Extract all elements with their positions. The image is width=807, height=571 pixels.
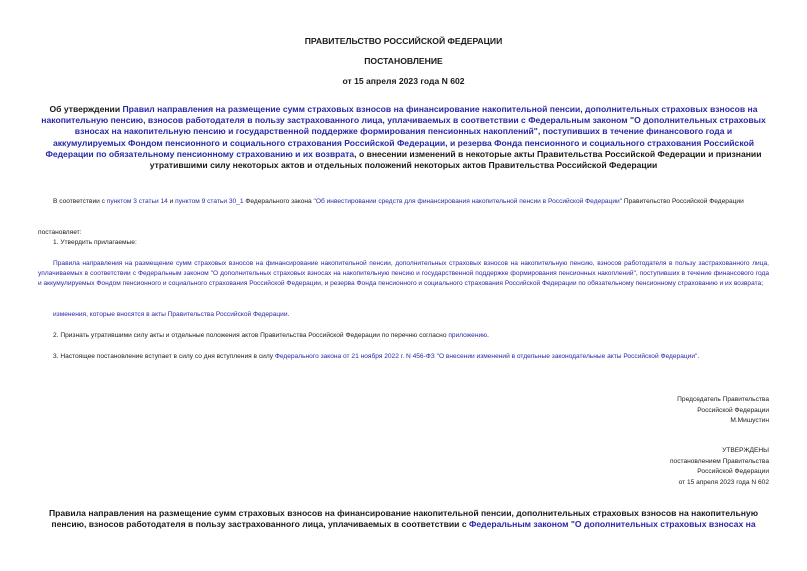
preamble-text: и [167, 198, 176, 205]
link-article-30-1[interactable]: пунктом 9 статьи 30_1 [175, 198, 244, 205]
decrees-word: постановляет: [38, 229, 82, 236]
document-type: ПОСТАНОВЛЕНИЕ [364, 56, 443, 66]
government-name: ПРАВИТЕЛЬСТВО РОССИЙСКОЙ ФЕДЕРАЦИИ [304, 36, 503, 46]
item-3-text: 3. Настоящее постановление вступает в силу со дня вступления в силу [53, 353, 275, 360]
item-3 [53, 352, 699, 362]
item-3-tail: . [697, 353, 700, 360]
signature-position: Председатель Правительства [677, 396, 769, 403]
approval-title: УТВЕРЖДЕНЫ [722, 447, 769, 454]
approval-block [670, 446, 769, 488]
link-article-14[interactable]: пунктом 3 статьи 14 [106, 198, 168, 205]
signature-body: Российской Федерации [697, 406, 769, 414]
appendix-link[interactable]: приложению [448, 332, 488, 339]
changes-item [53, 310, 289, 320]
preamble-text: Правительство Российской Федерации [622, 198, 744, 205]
document-date-number: от 15 апреля 2023 года N 602 [342, 76, 465, 86]
rules-heading-text: Правила направления на размещение сумм страховых взносов на финансирование накопительной пенсии, дополнительных страховых взносов на накопительную пенсию, взносов работодателя в пользу застрахованного лица, уплачиваемых в соответствии с [48, 508, 759, 530]
rules-item [38, 259, 769, 288]
approval-body: Российской Федерации [697, 468, 769, 476]
item-2-text: 2. Признать утратившими силу акты и отдельные положения актов Правительства Российской Федерации по перечню согласно [53, 332, 449, 339]
changes-tail: . [287, 311, 290, 318]
preamble-text: Федерального закона [243, 198, 314, 205]
title-prefix: Об утверждении [49, 104, 123, 114]
title-rules-link[interactable]: Правил направления на размещение сумм страховых взносов на финансирование накопительной пенсии, дополнительных страховых взносов на накопительную пенсию, взносов работодателя в пользу застрахованного лица, уплачиваемых в соответствии с Федеральным законом "О дополнительных страховых взносах на накопительную пенсию и государственной поддержке формирования пенсионных накоплений", поступивших в течение финансового года и аккумулируемых Фондом пенсионного и социального страхования Российской Федерации, и резерва Фонда пенсионного и социального страхования Российской Федерации по обязательному пенсионному страхованию и их возврата [41, 104, 766, 159]
item-2 [53, 331, 489, 341]
signature-name: М.Мишустин [730, 417, 769, 425]
item-2-tail: . [487, 332, 489, 339]
title-suffix: , о внесении изменений в некоторые акты Правительства Российской Федерации и признании утратившими силу некоторых актов и отдельных положений некоторых актов Правительства Российской Федерации [149, 148, 762, 171]
rules-heading [38, 508, 769, 530]
link-investment-law[interactable]: "Об инвестировании средств для финансирования накопительной пенсии в Российской Федерации" [313, 198, 623, 205]
federal-law-456-link[interactable]: Федерального закона от 21 ноября 2022 г. N 456-ФЗ "О внесении изменений в отдельные законодательные акты Российской Федерации" [274, 353, 698, 360]
approval-date: от 15 апреля 2023 года N 602 [678, 478, 769, 486]
approval-by: постановлением Правительства [669, 457, 769, 465]
item-1: 1. Утвердить прилагаемые: [53, 239, 137, 246]
rules-heading-law-link[interactable]: Федеральным законом "О дополнительных страховых взносах на [469, 519, 756, 530]
rules-tail: ; [761, 279, 764, 287]
document-title [38, 104, 769, 171]
preamble-text: В соответствии с [53, 198, 107, 205]
changes-link[interactable]: изменения, которые вносятся в акты Правительства Российской Федерации [53, 311, 288, 318]
rules-link[interactable]: Правила направления на размещение сумм страховых взносов на финансирование накопительной пенсии, дополнительных страховых взносов на накопительную пенсию, взносов работодателя в пользу застрахованного лица, уплачиваемых в соответствии с Федеральным законом "О дополнительных страховых взносах на накопительную пенсию и государственной поддержке формирования пенсионных накоплений", поступивших в течение финансового года и аккумулируемых Фондом пенсионного и социального страхования Российской Федерации, и резерва Фонда пенсионного и социального страхования Российской Федерации по обязательному пенсионному страхованию и их возврата [38, 260, 769, 287]
preamble [38, 197, 769, 207]
signature-block [677, 395, 769, 427]
